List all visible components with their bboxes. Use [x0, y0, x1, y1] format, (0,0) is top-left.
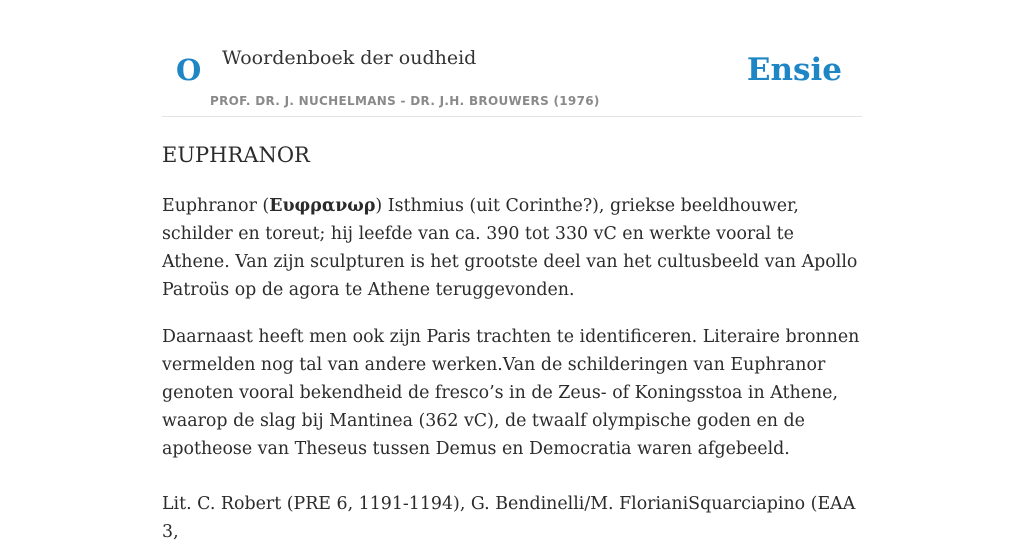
greek-name: Ευφρανωρ [269, 196, 376, 216]
dictionary-authors: PROF. DR. J. NUCHELMANS - DR. J.H. BROUWERS (1976) [210, 94, 600, 108]
page [162, 0, 862, 542]
paragraph-text: ) Isthmius (uit Corinthe?), griekse beeldhouwer, schilder en toreut; hij leefde van ca. 390 tot 330 vC en werkte vooral te Athene. Van zijn sculpturen is het grootste deel van het cultusbeeld van Apollo Patroüs op de agora te Athene teruggevonden. [162, 196, 858, 300]
entry-title: EUPHRANOR [162, 143, 310, 167]
entry-paragraph-1 [162, 192, 862, 304]
paragraph-text: Euphranor ( [162, 196, 270, 216]
dictionary-letter[interactable]: O [176, 53, 202, 87]
dictionary-title[interactable]: Woordenboek der oudheid [222, 47, 477, 69]
ensie-logo[interactable]: Ensie [746, 52, 842, 88]
dictionary-header [162, 0, 862, 117]
literature-paragraph: Lit. C. Robert (PRE 6, 1191-1194), G. Bendinelli/M. FlorianiSquarciapino (EAA 3, [162, 494, 856, 542]
entry-paragraph-2: Daarnaast heeft men ook zijn Paris trachten te identificeren. Literaire bronnen vermelden nog tal van andere werken.Van de schilderingen van Euphranor genoten vooral bekendheid de fresco’s in de Zeus- of Koningsstoa in Athene, waarop de slag bij Mantinea (362 vC), de twaalf olympische goden en de apotheose van Theseus tussen Demus en Democratia waren afgebeeld. [162, 327, 860, 459]
